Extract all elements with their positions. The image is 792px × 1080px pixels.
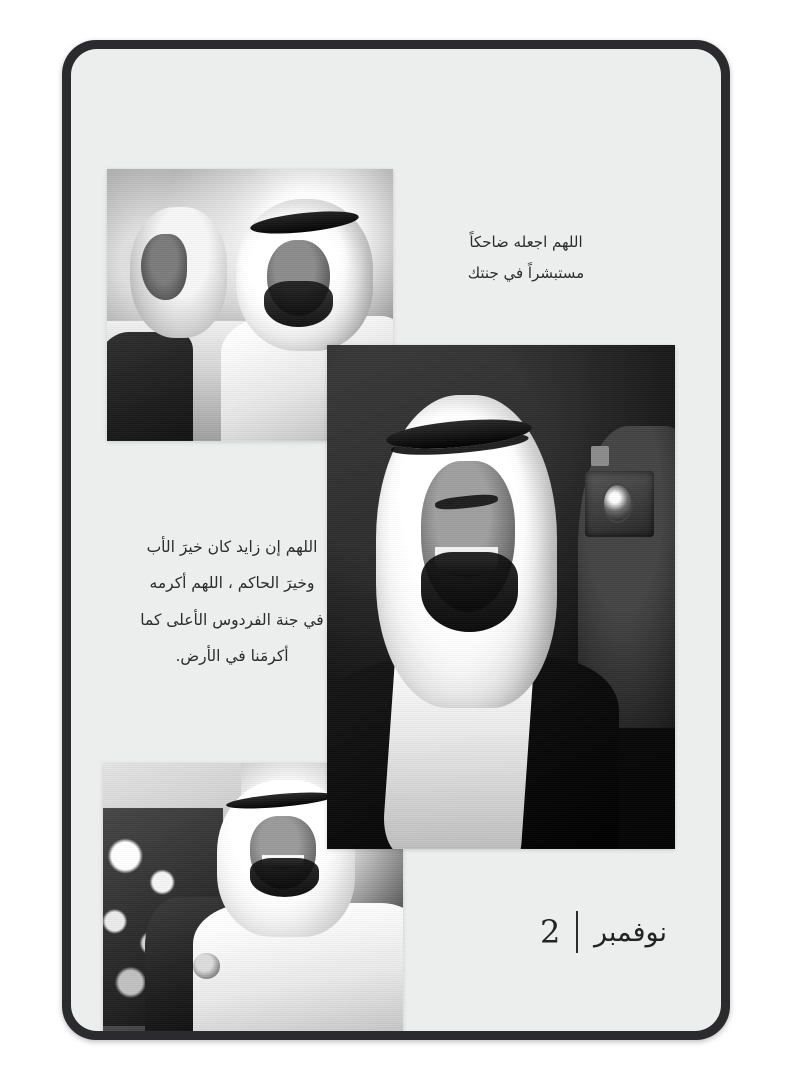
dua-top-text bbox=[401, 227, 651, 289]
dua-middle-line-1: اللهم إن زايد كان خيرَ الأب bbox=[146, 538, 318, 556]
dua-top-line-2: مستبشراً في جنتك bbox=[467, 263, 585, 282]
dua-middle-text bbox=[105, 529, 359, 675]
photo-image-center bbox=[327, 345, 675, 849]
dua-middle-line-2: وخيرَ الحاكم ، اللهم أكرمه bbox=[149, 574, 315, 593]
tablet-screen bbox=[71, 49, 721, 1031]
figure-dark-cloak bbox=[107, 332, 193, 441]
camera-flash bbox=[591, 446, 608, 466]
figure-right-beard bbox=[264, 281, 333, 327]
date-day: 2 bbox=[540, 913, 561, 951]
figure-left-face bbox=[141, 234, 187, 299]
tablet-device-frame bbox=[62, 40, 730, 1040]
date-divider bbox=[576, 911, 578, 953]
dua-middle-line-4: أكرمَنا في الأرض. bbox=[175, 647, 289, 666]
date-block bbox=[540, 911, 667, 953]
photo-card-center[interactable] bbox=[327, 345, 675, 849]
date-month: نوفمبر bbox=[593, 916, 667, 948]
figure-emblem bbox=[193, 953, 220, 978]
figure-beard bbox=[421, 552, 518, 633]
dua-top-line-1: اللهم اجعله ضاحكاً bbox=[469, 233, 583, 251]
photo-content-zayed-portrait bbox=[327, 345, 675, 849]
dua-middle-line-3: في جنة الفردوس الأعلى كما bbox=[140, 610, 324, 629]
